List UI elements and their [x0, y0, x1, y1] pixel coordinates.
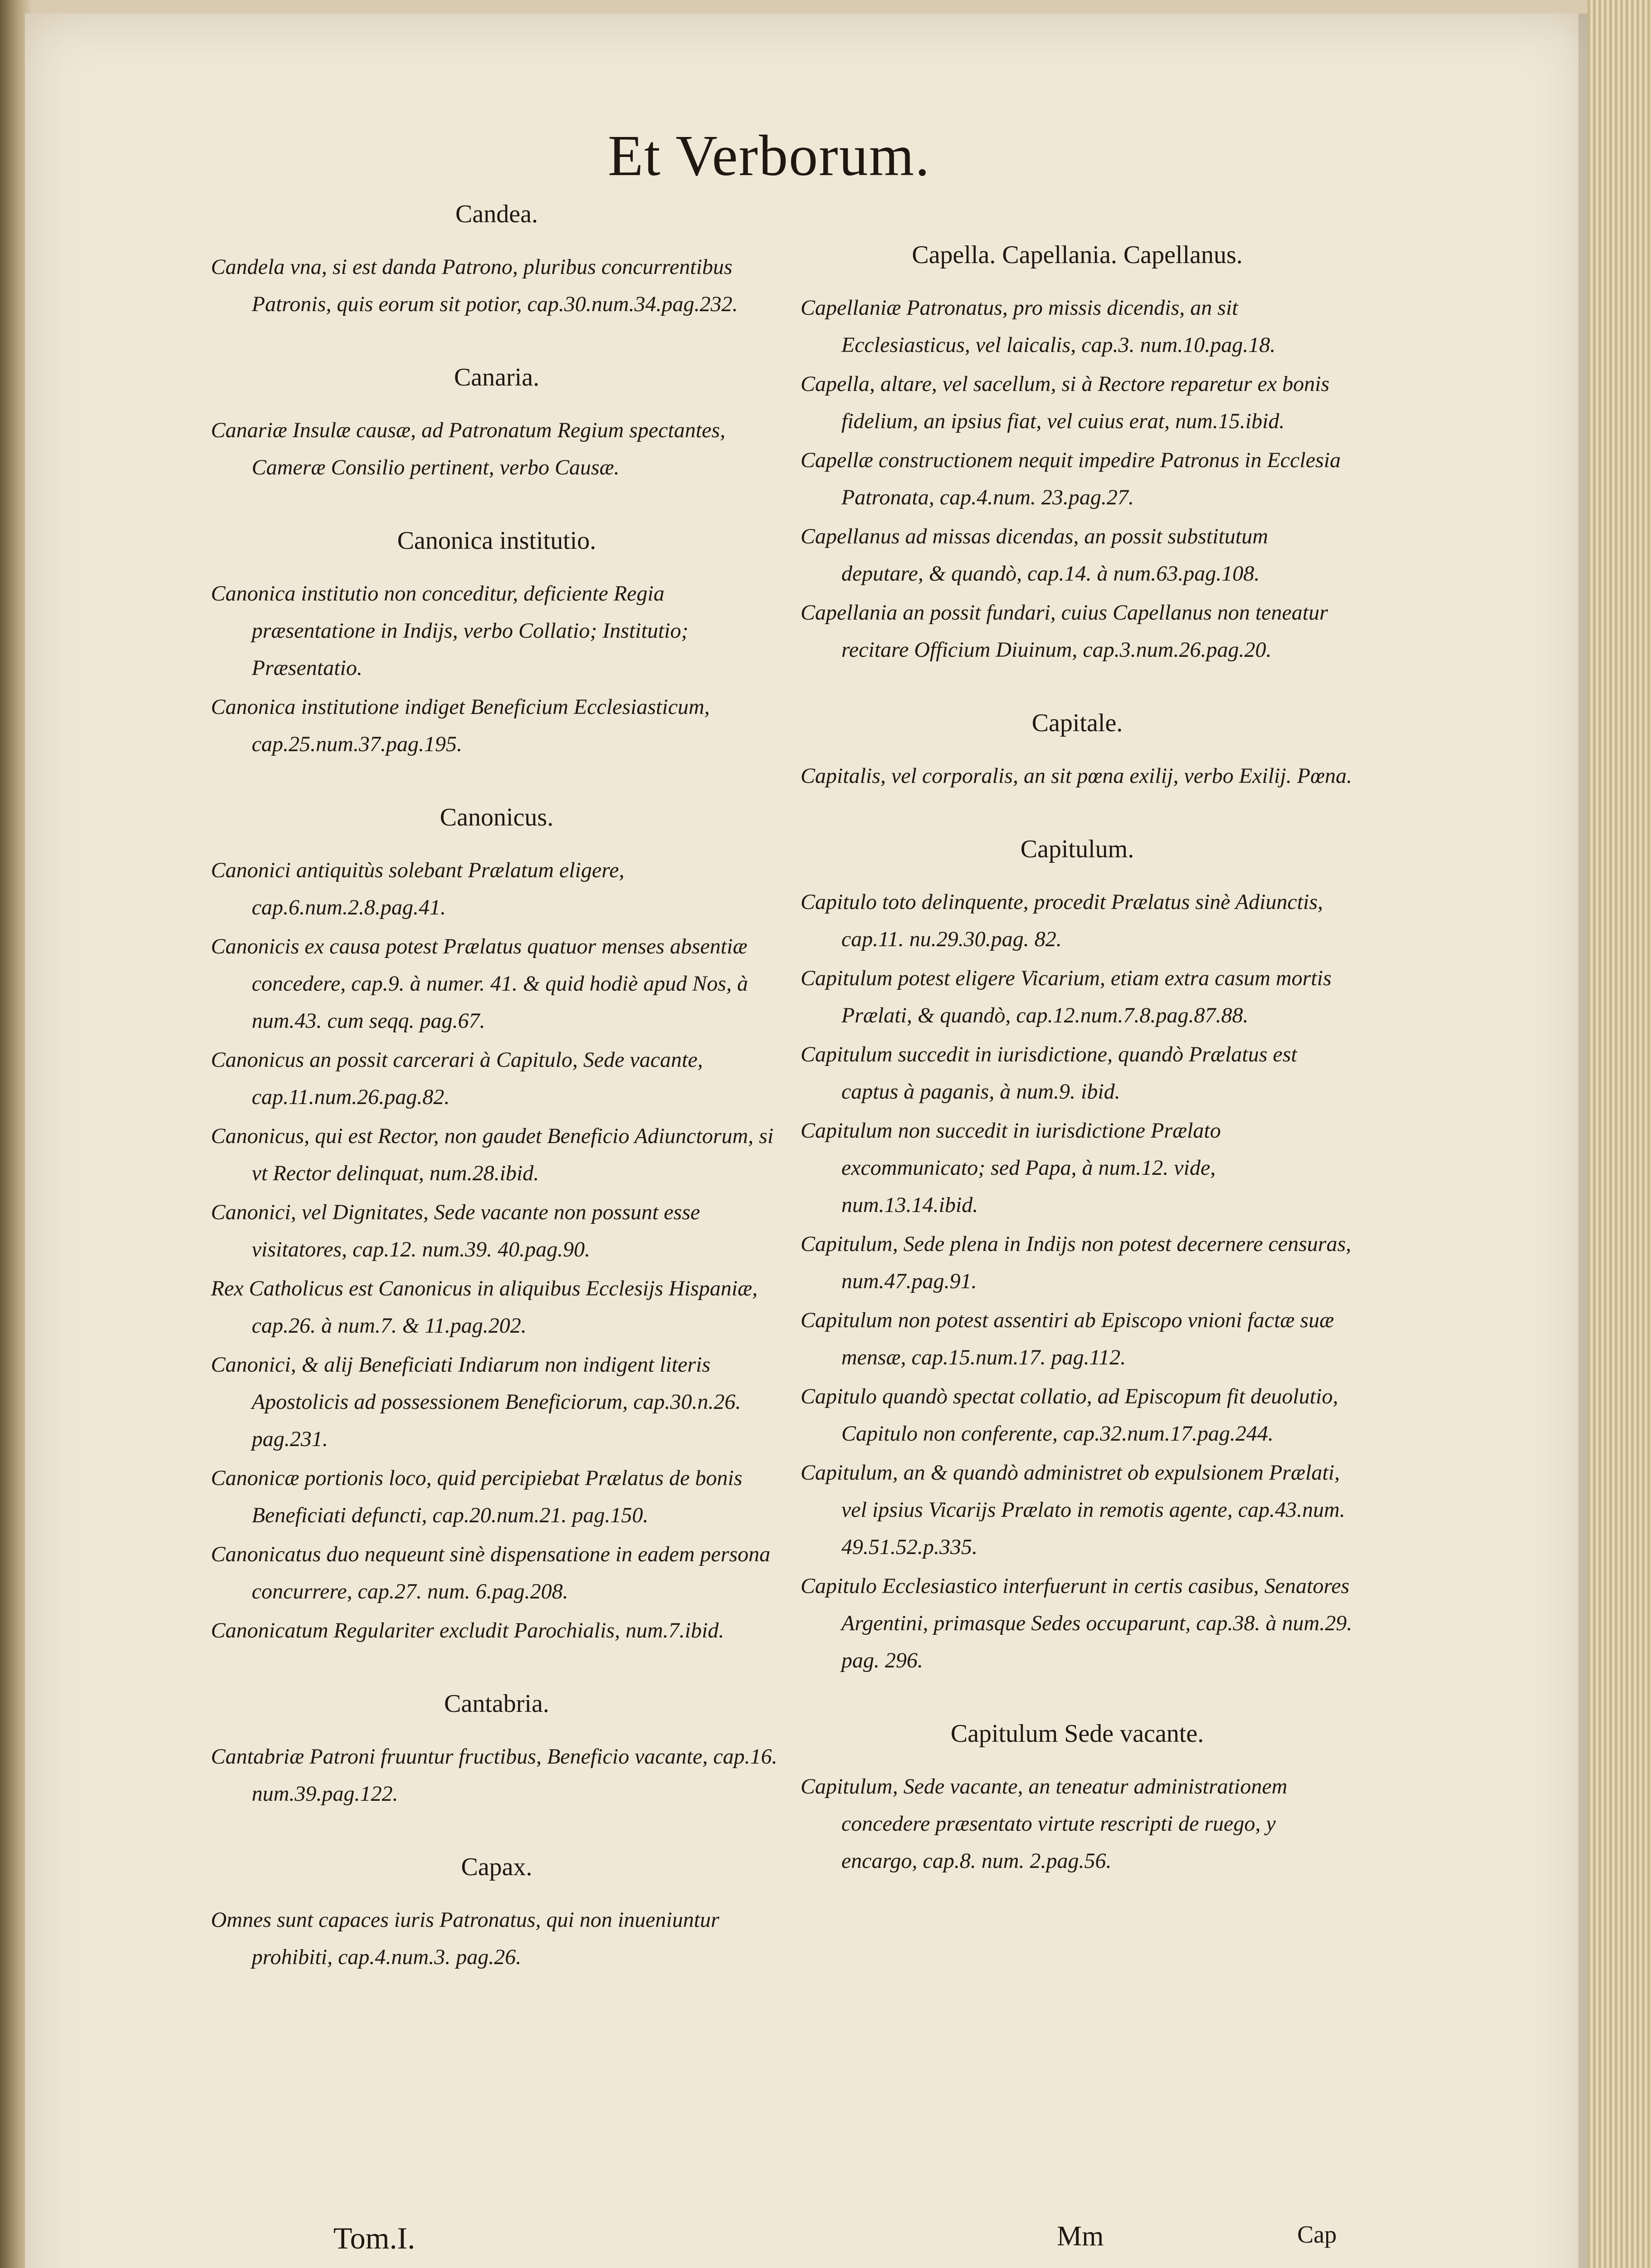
index-entry: Canonici, & alij Beneficiati Indiarum non indigent literis Apostolicis ad possessionem Beneficiorum, cap.30.n.26. pag.231. [211, 1353, 741, 1451]
index-entry: Capitulum, Sede plena in Indijs non potest decernere censuras, num.47.pag.91. [801, 1232, 1352, 1293]
index-entry: Omnes sunt capaces iuris Patronatus, qui non inueniuntur prohibiti, cap.4.num.3. pag.26. [211, 1908, 719, 1969]
index-entry: Capitalis, vel corporalis, an sit pœna exilij, verbo Exilij. Pœna. [801, 764, 1352, 788]
running-head: Et Verborum. [608, 123, 931, 188]
gathering-mark: Mm [1057, 2221, 1104, 2252]
index-entry: Capellanus ad missas dicendas, an possit substitutum deputare, & quandò, cap.14. à num.63.pag.108. [801, 524, 1268, 586]
index-section [211, 1689, 782, 1813]
index-entry: Capitulo toto delinquente, procedit Prælatus sinè Adiunctis, cap.11. nu.29.30.pag. 82. [801, 890, 1323, 951]
index-section [801, 240, 1354, 669]
index-section [801, 1719, 1354, 1880]
index-section [211, 200, 782, 323]
index-section [801, 835, 1354, 1679]
section-heading: Canonica institutio. [397, 527, 596, 555]
section-heading: Capitale. [1031, 709, 1123, 737]
index-entry: Capitulum, Sede vacante, an teneatur administrationem concedere præsentato virtute rescripti de ruego, y encargo, cap.8. num. 2.pag.56. [801, 1774, 1288, 1873]
index-entry: Capellæ constructionem nequit impedire Patronus in Ecclesia Patronata, cap.4.num. 23.pag.27. [801, 448, 1341, 509]
section-heading: Capitulum. [1020, 835, 1134, 863]
section-heading: Canonicus. [440, 803, 554, 831]
index-entry: Canonicus an possit carcerari à Capitulo, Sede vacante, cap.11.num.26.pag.82. [211, 1048, 703, 1109]
section-heading: Candea. [455, 200, 538, 228]
index-section [801, 709, 1354, 795]
page-edges [1588, 0, 1651, 2268]
index-entry: Canonicis ex causa potest Prælatus quatuor menses absentiæ concedere, cap.9. à numer. 41. & quid hodiè apud Nos, à num.43. cum seqq. pag.67. [211, 934, 748, 1033]
index-section [211, 363, 782, 486]
index-entry: Capellaniæ Patronatus, pro missis dicendis, an sit Ecclesiasticus, vel laicalis, cap.3. num.10.pag.18. [801, 296, 1276, 357]
volume-signature: Tom.I. [333, 2221, 415, 2255]
index-entry: Capitulum non succedit in iurisdictione Prælato excommunicato; sed Papa, à num.12. vide, num.13.14.ibid. [801, 1119, 1221, 1217]
index-entry: Candela vna, si est danda Patrono, pluribus concurrentibus Patronis, quis eorum sit potior, cap.30.num.34.pag.232. [211, 255, 738, 316]
index-entry: Cantabriæ Patroni fruuntur fructibus, Beneficio vacante, cap.16. num.39.pag.122. [211, 1745, 777, 1806]
index-entry: Canonicatum Regulariter excludit Parochialis, num.7.ibid. [211, 1618, 724, 1642]
section-heading: Capax. [461, 1853, 532, 1881]
index-entry: Capitulum, an & quandò administret ob expulsionem Prælati, vel ipsius Vicarijs Prælato in remotis agente, cap.43.num. 49.51.52.p.335. [801, 1461, 1345, 1559]
index-entry: Rex Catholicus est Canonicus in aliquibus Ecclesijs Hispaniæ, cap.26. à num.7. & 11.pag.202. [211, 1276, 758, 1338]
index-entry: Canonici antiquitùs solebant Prælatum eligere, cap.6.num.2.8.pag.41. [211, 858, 625, 919]
index-entry: Canonica institutio non conceditur, deficiente Regia præsentatione in Indijs, verbo Collatio; Institutio; Præsentatio. [211, 582, 689, 680]
index-entry: Canonici, vel Dignitates, Sede vacante non possunt esse visitatores, cap.12. num.39. 40.pag.90. [211, 1200, 700, 1261]
index-entry: Canonica institutione indiget Beneficium Ecclesiasticum, cap.25.num.37.pag.195. [211, 695, 710, 756]
index-entry: Capitulum succedit in iurisdictione, quandò Prælatus est captus à paganis, à num.9. ibid. [801, 1042, 1297, 1104]
section-heading: Capella. Capellania. Capellanus. [912, 241, 1243, 269]
catchword: Cap [1297, 2221, 1337, 2248]
page-shadow [1578, 14, 1588, 2268]
index-entry: Canonicatus duo nequeunt sinè dispensatione in eadem persona concurrere, cap.27. num. 6.pag.208. [211, 1542, 771, 1603]
index-entry: Canariæ Insulæ causæ, ad Patronatum Regium spectantes, Cameræ Consilio pertinent, verbo Causæ. [211, 418, 726, 479]
index-entry: Canonicæ portionis loco, quid percipiebat Prælatus de bonis Beneficiati defuncti, cap.20.num.21. pag.150. [211, 1466, 742, 1527]
index-section [211, 803, 782, 1649]
left-column [211, 200, 782, 2016]
index-entry: Capella, altare, vel sacellum, si à Rectore reparetur ex bonis fidelium, an ipsius fiat, vel cuius erat, num.15.ibid. [801, 372, 1329, 433]
index-entry: Capellania an possit fundari, cuius Capellanus non teneatur recitare Officium Diuinum, cap.3.num.26.pag.20. [801, 601, 1328, 662]
index-section [211, 1853, 782, 1976]
index-entry: Capitulum potest eligere Vicarium, etiam extra casum mortis Prælati, & quandò, cap.12.num.7.8.pag.87.88. [801, 966, 1332, 1027]
index-entry: Canonicus, qui est Rector, non gaudet Beneficio Adiunctorum, si vt Rector delinquat, num.28.ibid. [211, 1124, 774, 1185]
index-entry: Capitulo Ecclesiastico interfuerunt in certis casibus, Senatores Argentini, primasque Sedes occuparunt, cap.38. à num.29. pag. 296. [801, 1574, 1353, 1672]
index-entry: Capitulo quandò spectat collatio, ad Episcopum fit deuolutio, Capitulo non conferente, cap.32.num.17.pag.244. [801, 1384, 1338, 1446]
section-heading: Canaria. [454, 363, 540, 391]
index-entry: Capitulum non potest assentiri ab Episcopo vnioni factæ suæ mensæ, cap.15.num.17. pag.112. [801, 1308, 1334, 1369]
right-column [801, 240, 1354, 1920]
index-section [211, 526, 782, 763]
section-heading: Cantabria. [444, 1690, 549, 1718]
section-heading: Capitulum Sede vacante. [950, 1720, 1204, 1748]
